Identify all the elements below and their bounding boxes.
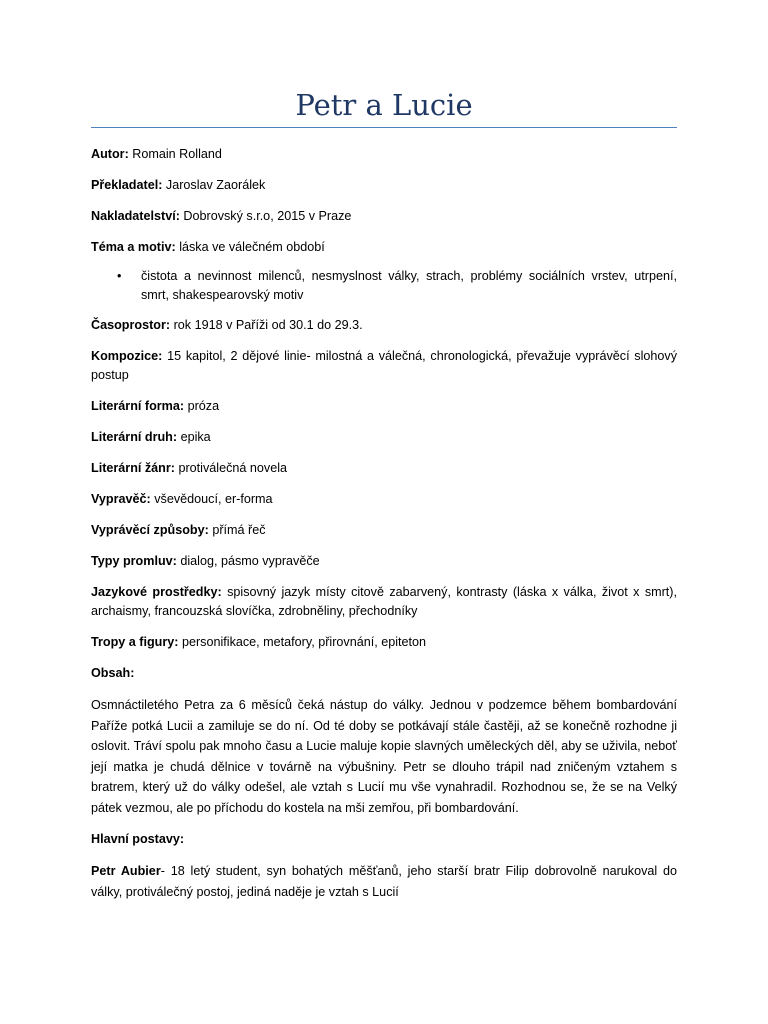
bullet-text: čistota a nevinnost milenců, nesmyslnost války, strach, problémy sociálních vrstev, utrpení, smrt, shakespearovský motiv <box>141 269 677 302</box>
field-label: Jazykové prostředky: <box>91 585 222 599</box>
field-value: 15 kapitol, 2 dějové linie- milostná a válečná, chronologická, převažuje vyprávěcí slohový postup <box>91 349 677 382</box>
theme-bullet-list <box>91 267 677 305</box>
character-name: Petr Aubier <box>91 864 161 878</box>
field-label: Literární forma: <box>91 399 185 413</box>
document-body <box>91 145 677 902</box>
field-value: Dobrovský s.r.o, 2015 v Praze <box>183 209 352 223</box>
section-heading-obsah: Obsah: <box>91 666 135 680</box>
field-value: Romain Rolland <box>132 147 222 161</box>
field-autor <box>91 145 677 164</box>
field-vypraveci-zpusoby <box>91 521 677 540</box>
field-literarni-forma <box>91 397 677 416</box>
list-item <box>117 267 677 305</box>
field-label: Autor: <box>91 147 129 161</box>
field-kompozice <box>91 347 677 385</box>
character-description: - 18 letý student, syn bohatých měšťanů, jeho starší bratr Filip dobrovolně narukoval do války, protiválečný postoj, jediná naděje je vztah s Lucií <box>91 864 677 899</box>
field-label: Literární druh: <box>91 430 178 444</box>
field-literarni-druh <box>91 428 677 447</box>
title-underline-rule <box>91 127 677 128</box>
field-label: Nakladatelství: <box>91 209 180 223</box>
field-value: spisovný jazyk místy citově zabarvený, kontrasty (láska x válka, život x smrt), archaismy, francouzská slovíčka, zdrobněliny, přechodníky <box>91 585 677 618</box>
field-casoprostor <box>91 316 677 335</box>
field-label: Vypravěč: <box>91 492 151 506</box>
field-value: Jaroslav Zaorálek <box>165 178 266 192</box>
field-label: Vyprávěcí způsoby: <box>91 523 209 537</box>
field-label: Typy promluv: <box>91 554 177 568</box>
field-jazykove-prostredky <box>91 583 677 621</box>
field-value: láska ve válečném období <box>179 240 325 254</box>
field-tropy-a-figury <box>91 633 677 652</box>
field-label: Kompozice: <box>91 349 163 363</box>
obsah-paragraph: Osmnáctiletého Petra za 6 měsíců čeká nástup do války. Jednou v podzemce během bombardování Paříže potká Lucii a zamiluje se do ní. Od té doby se potkávají stále častěji, až se konečně rozhodne ji oslovit. Tráví spolu pak mnoho času a Lucie maluje kopie slavných uměleckých děl, aby se uživila, neboť její matka je chudá dělnice v továrně na výbušniny. Petr se dlouho trápil nad zničeným vztahem s bratrem, který už do války odešel, ale vztah s Lucií mu vše vynahradil. Rozhodnou se, že se na Velký pátek vezmou, ale po příchodu do kostela na mši zemřou, při bombardování. <box>91 698 677 815</box>
field-value: dialog, pásmo vypravěče <box>180 554 320 568</box>
field-value: epika <box>180 430 211 444</box>
field-value: rok 1918 v Paříži od 30.1 do 29.3. <box>173 318 363 332</box>
field-tema-a-motiv <box>91 238 677 257</box>
field-label: Literární žánr: <box>91 461 175 475</box>
field-label: Časoprostor: <box>91 318 171 332</box>
character-petr <box>91 861 677 902</box>
field-nakladatelstvi <box>91 207 677 226</box>
field-label: Téma a motiv: <box>91 240 176 254</box>
field-value: protiválečná novela <box>178 461 288 475</box>
field-vypravec <box>91 490 677 509</box>
field-literarni-zanr <box>91 459 677 478</box>
field-value: personifikace, metafory, přirovnání, epiteton <box>181 635 427 649</box>
section-heading-hlavni-postavy: Hlavní postavy: <box>91 832 185 846</box>
field-value: přímá řeč <box>212 523 266 537</box>
field-value: próza <box>187 399 220 413</box>
bullet-icon: • <box>117 269 122 283</box>
field-value: vševědoucí, er-forma <box>154 492 273 506</box>
document-title: Petr a Lucie <box>295 88 473 122</box>
field-label: Překladatel: <box>91 178 163 192</box>
field-label: Tropy a figury: <box>91 635 179 649</box>
field-typy-promluv <box>91 552 677 571</box>
field-prekladatel <box>91 176 677 195</box>
